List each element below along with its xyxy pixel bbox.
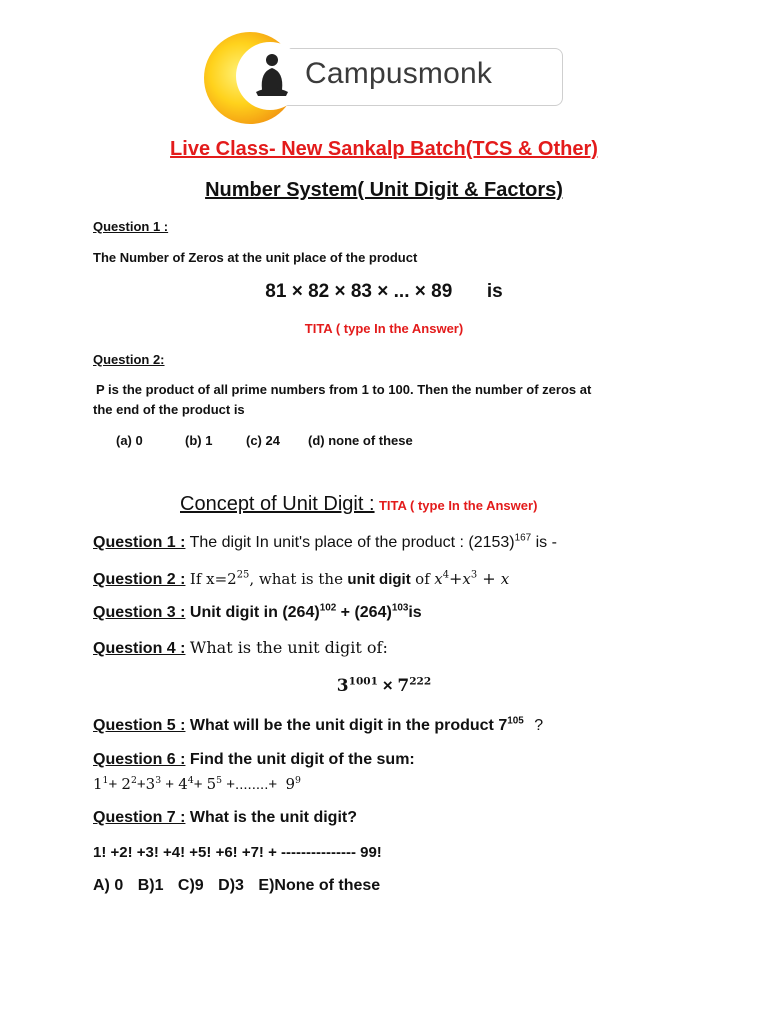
s1-q2-text-line2: the end of the product is — [93, 402, 245, 417]
s2-q7-option-a: A) 0 — [93, 877, 124, 894]
s1-q2-option-b: (b) 1 — [185, 433, 213, 448]
unit-digit-heading — [180, 493, 537, 516]
q6-term-sep: + — [193, 776, 207, 793]
s2-q5-tail: ? — [534, 717, 544, 734]
s2-q7-series: 1! +2! +3! +4! +5! +6! +7! + --------------- 99! — [93, 844, 382, 861]
q6-term-exp: 4 — [187, 775, 194, 786]
s1-q2-text-line1: P is the product of all prime numbers from 1 to 100. Then the number of zeros at — [96, 382, 592, 397]
q6-term-exp: 9 — [295, 775, 301, 786]
s2-q4-expression — [0, 676, 768, 696]
s2-q2-x1: x — [434, 570, 443, 588]
s2-q1-label: Question 1 : — [93, 534, 186, 551]
s2-q7-option-e: E)None of these — [258, 877, 381, 894]
q6-term-base: 5 — [206, 775, 217, 793]
s2-q3 — [93, 604, 422, 622]
q6-term-exp: 2 — [130, 775, 137, 786]
s2-q3-label: Question 3 : — [93, 604, 186, 621]
q6-term-base: 1 — [93, 775, 103, 793]
s2-q2-text-b: , what is the — [249, 570, 343, 588]
brand-name: Campusmonk — [305, 57, 493, 90]
s2-q2-plus2: + — [477, 569, 501, 588]
s1-q2-label: Question 2: — [93, 352, 165, 367]
campusmonk-logo — [200, 30, 566, 126]
s1-q1-is: is — [486, 281, 503, 302]
s2-q2-bold: unit digit — [347, 571, 411, 588]
s2-q3-text-b: + (264) — [336, 604, 392, 621]
s2-q7-option-d: D)3 — [218, 877, 244, 894]
s2-q4-times: × — [382, 676, 393, 695]
q6-term-exp: 5 — [216, 775, 223, 786]
unit-digit-tita: TITA ( type In the Answer) — [378, 498, 538, 513]
unit-digit-title: Concept of Unit Digit : — [180, 493, 375, 515]
s2-q6-label: Question 6 : — [93, 751, 186, 768]
s2-q1 — [93, 534, 557, 552]
q6-term-sep: +........+ — [222, 776, 286, 793]
s2-q2-text-c: of — [415, 570, 430, 588]
s2-q4 — [93, 638, 388, 658]
s2-q2-plus1: + — [449, 569, 463, 588]
s1-q2-option-c: (c) 24 — [246, 433, 280, 448]
s2-q2-exp-a: 25 — [236, 569, 250, 581]
q6-term-base: 2 — [121, 775, 131, 793]
s2-q7-label: Question 7 : — [93, 809, 186, 826]
s2-q5-exp: 105 — [507, 715, 524, 727]
s1-q1-tita: TITA ( type In the Answer) — [304, 321, 464, 336]
s2-q6 — [93, 751, 415, 769]
s2-q5-label: Question 5 : — [93, 717, 186, 734]
s2-q7-options — [93, 877, 380, 895]
s2-q4-base2: 7 — [397, 676, 410, 696]
s2-q2-label: Question 2 : — [93, 571, 186, 588]
q6-term-sep: + — [136, 776, 146, 793]
q6-term-exp: 3 — [155, 775, 162, 786]
s2-q2-x3: x — [500, 570, 510, 588]
q6-term-sep: + — [161, 776, 179, 793]
s2-q5-text: What will be the unit digit in the product 7 — [189, 717, 508, 734]
s2-q2-x2: x — [462, 570, 471, 588]
s2-q4-exp2: 222 — [409, 675, 432, 688]
s1-q2-option-d: (d) none of these — [308, 433, 413, 448]
s1-q1-label: Question 1 : — [93, 219, 169, 234]
s2-q5 — [93, 717, 543, 735]
q6-term-base: 9 — [285, 775, 296, 793]
s2-q1-tail: is - — [535, 534, 557, 551]
s1-q1-expr: 81 × 82 × 83 × ... × 89 — [265, 281, 453, 302]
q6-term-sep: + — [108, 776, 122, 793]
s2-q2-exp3: 3 — [470, 569, 478, 581]
s2-q3-exp-a: 102 — [319, 602, 337, 614]
s2-q2-exp4: 4 — [442, 569, 449, 581]
batch-title: Live Class- New Sankalp Batch(TCS & Other) — [170, 138, 598, 160]
s2-q7-option-c: C)9 — [177, 877, 204, 894]
s2-q3-exp-b: 103 — [391, 602, 409, 614]
s2-q6-sum — [93, 775, 301, 793]
s2-q2-text-a: If x=2 — [189, 570, 237, 588]
s2-q4-label: Question 4 : — [93, 640, 186, 657]
s2-q4-exp1: 1001 — [348, 675, 378, 688]
s2-q7-option-b: B)1 — [137, 877, 164, 894]
s2-q1-text: The digit In unit's place of the product : (2153) — [189, 534, 515, 551]
q6-term-exp: 1 — [102, 775, 109, 786]
s2-q7-text: What is the unit digit? — [189, 809, 357, 826]
s2-q7 — [93, 809, 357, 827]
q6-term-base: 3 — [145, 775, 156, 793]
s1-q2-option-a: (a) 0 — [116, 433, 143, 448]
s2-q1-exp: 167 — [514, 532, 532, 544]
q6-term-base: 4 — [178, 775, 188, 793]
s2-q6-text: Find the unit digit of the sum: — [189, 751, 415, 768]
s2-q4-text: What is the unit digit of: — [189, 638, 388, 657]
s2-q2 — [93, 569, 509, 589]
monk-icon — [200, 30, 300, 126]
s2-q3-text-a: Unit digit in (264) — [189, 604, 320, 621]
topic-title: Number System( Unit Digit & Factors) — [205, 179, 563, 201]
s1-q1-expression — [0, 281, 768, 303]
s2-q4-base1: 3 — [336, 676, 349, 696]
s2-q3-text-c: is — [408, 604, 422, 621]
s1-q1-text: The Number of Zeros at the unit place of the product — [93, 250, 418, 265]
